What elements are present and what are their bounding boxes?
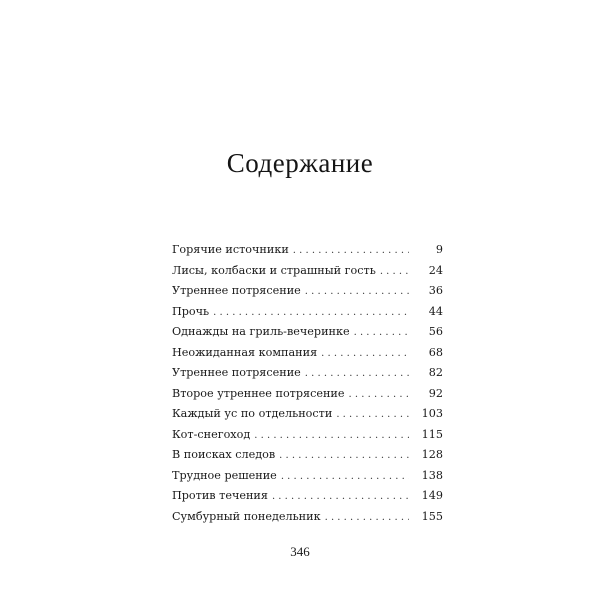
toc-entry-title: Утреннее потрясение: [172, 284, 301, 297]
dot-leader: [279, 446, 409, 467]
dot-leader: [254, 426, 409, 447]
toc-entry: [172, 425, 443, 446]
toc-entry-title: Кот-снегоход: [172, 427, 251, 441]
toc-entry-page: 9: [435, 243, 443, 256]
toc-entry-page: 56: [428, 325, 443, 338]
toc-entry: [172, 343, 443, 364]
dot-leader: [336, 405, 409, 426]
toc-entry-page: 138: [421, 468, 443, 482]
toc-entry-title: Горячие источники: [172, 243, 289, 256]
toc-entry-page: 68: [428, 345, 443, 359]
dot-leader: [305, 364, 409, 385]
toc-entry: [172, 322, 443, 343]
toc-entry-title: Против течения: [172, 489, 268, 502]
dot-leader: [349, 385, 409, 406]
toc-entry: [172, 261, 443, 282]
dot-leader: [213, 303, 409, 324]
dot-leader: [281, 467, 409, 488]
table-of-contents: [172, 240, 443, 527]
toc-entry-title: Сумбурный понедельник: [172, 509, 321, 523]
dot-leader: [380, 262, 409, 283]
toc-entry-page: 82: [428, 366, 443, 379]
toc-entry: [172, 302, 443, 323]
dot-leader: [321, 344, 409, 365]
page-title: Содержание: [226, 148, 374, 178]
toc-entry: [172, 281, 443, 302]
toc-entry: [172, 240, 443, 261]
dot-leader: [293, 241, 409, 262]
toc-entry-title: Второе утреннее потрясение: [172, 386, 345, 400]
toc-entry: [172, 507, 443, 528]
toc-entry: [172, 363, 443, 384]
dot-leader: [325, 508, 409, 529]
toc-entry: [172, 384, 443, 405]
toc-entry-page: 24: [428, 263, 443, 277]
toc-entry: [172, 466, 443, 487]
toc-entry-page: 103: [421, 407, 443, 420]
toc-entry-page: 44: [428, 304, 443, 318]
toc-entry-title: Каждый ус по отдельности: [172, 407, 333, 420]
toc-entry-title: Неожиданная компания: [172, 345, 318, 359]
toc-entry-page: 115: [421, 427, 443, 441]
toc-entry-page: 128: [421, 448, 443, 461]
dot-leader: [272, 487, 409, 508]
toc-entry-page: 149: [421, 489, 443, 502]
toc-entry-title: Утреннее потрясение: [172, 366, 301, 379]
toc-entry-title: Лисы, колбаски и страшный гость: [172, 263, 376, 277]
page-number: 346: [290, 544, 310, 559]
toc-entry-title: Трудное решение: [172, 468, 277, 482]
toc-entry-page: 36: [428, 284, 443, 297]
toc-entry: [172, 404, 443, 425]
toc-entry-page: 155: [421, 509, 443, 523]
toc-entry-title: Однажды на гриль-вечеринке: [172, 325, 350, 338]
toc-entry: [172, 486, 443, 507]
toc-entry-page: 92: [428, 386, 443, 400]
toc-entry-title: Прочь: [172, 304, 210, 318]
dot-leader: [305, 282, 409, 303]
dot-leader: [354, 323, 409, 344]
toc-entry-title: В поисках следов: [172, 448, 276, 461]
toc-entry: [172, 445, 443, 466]
